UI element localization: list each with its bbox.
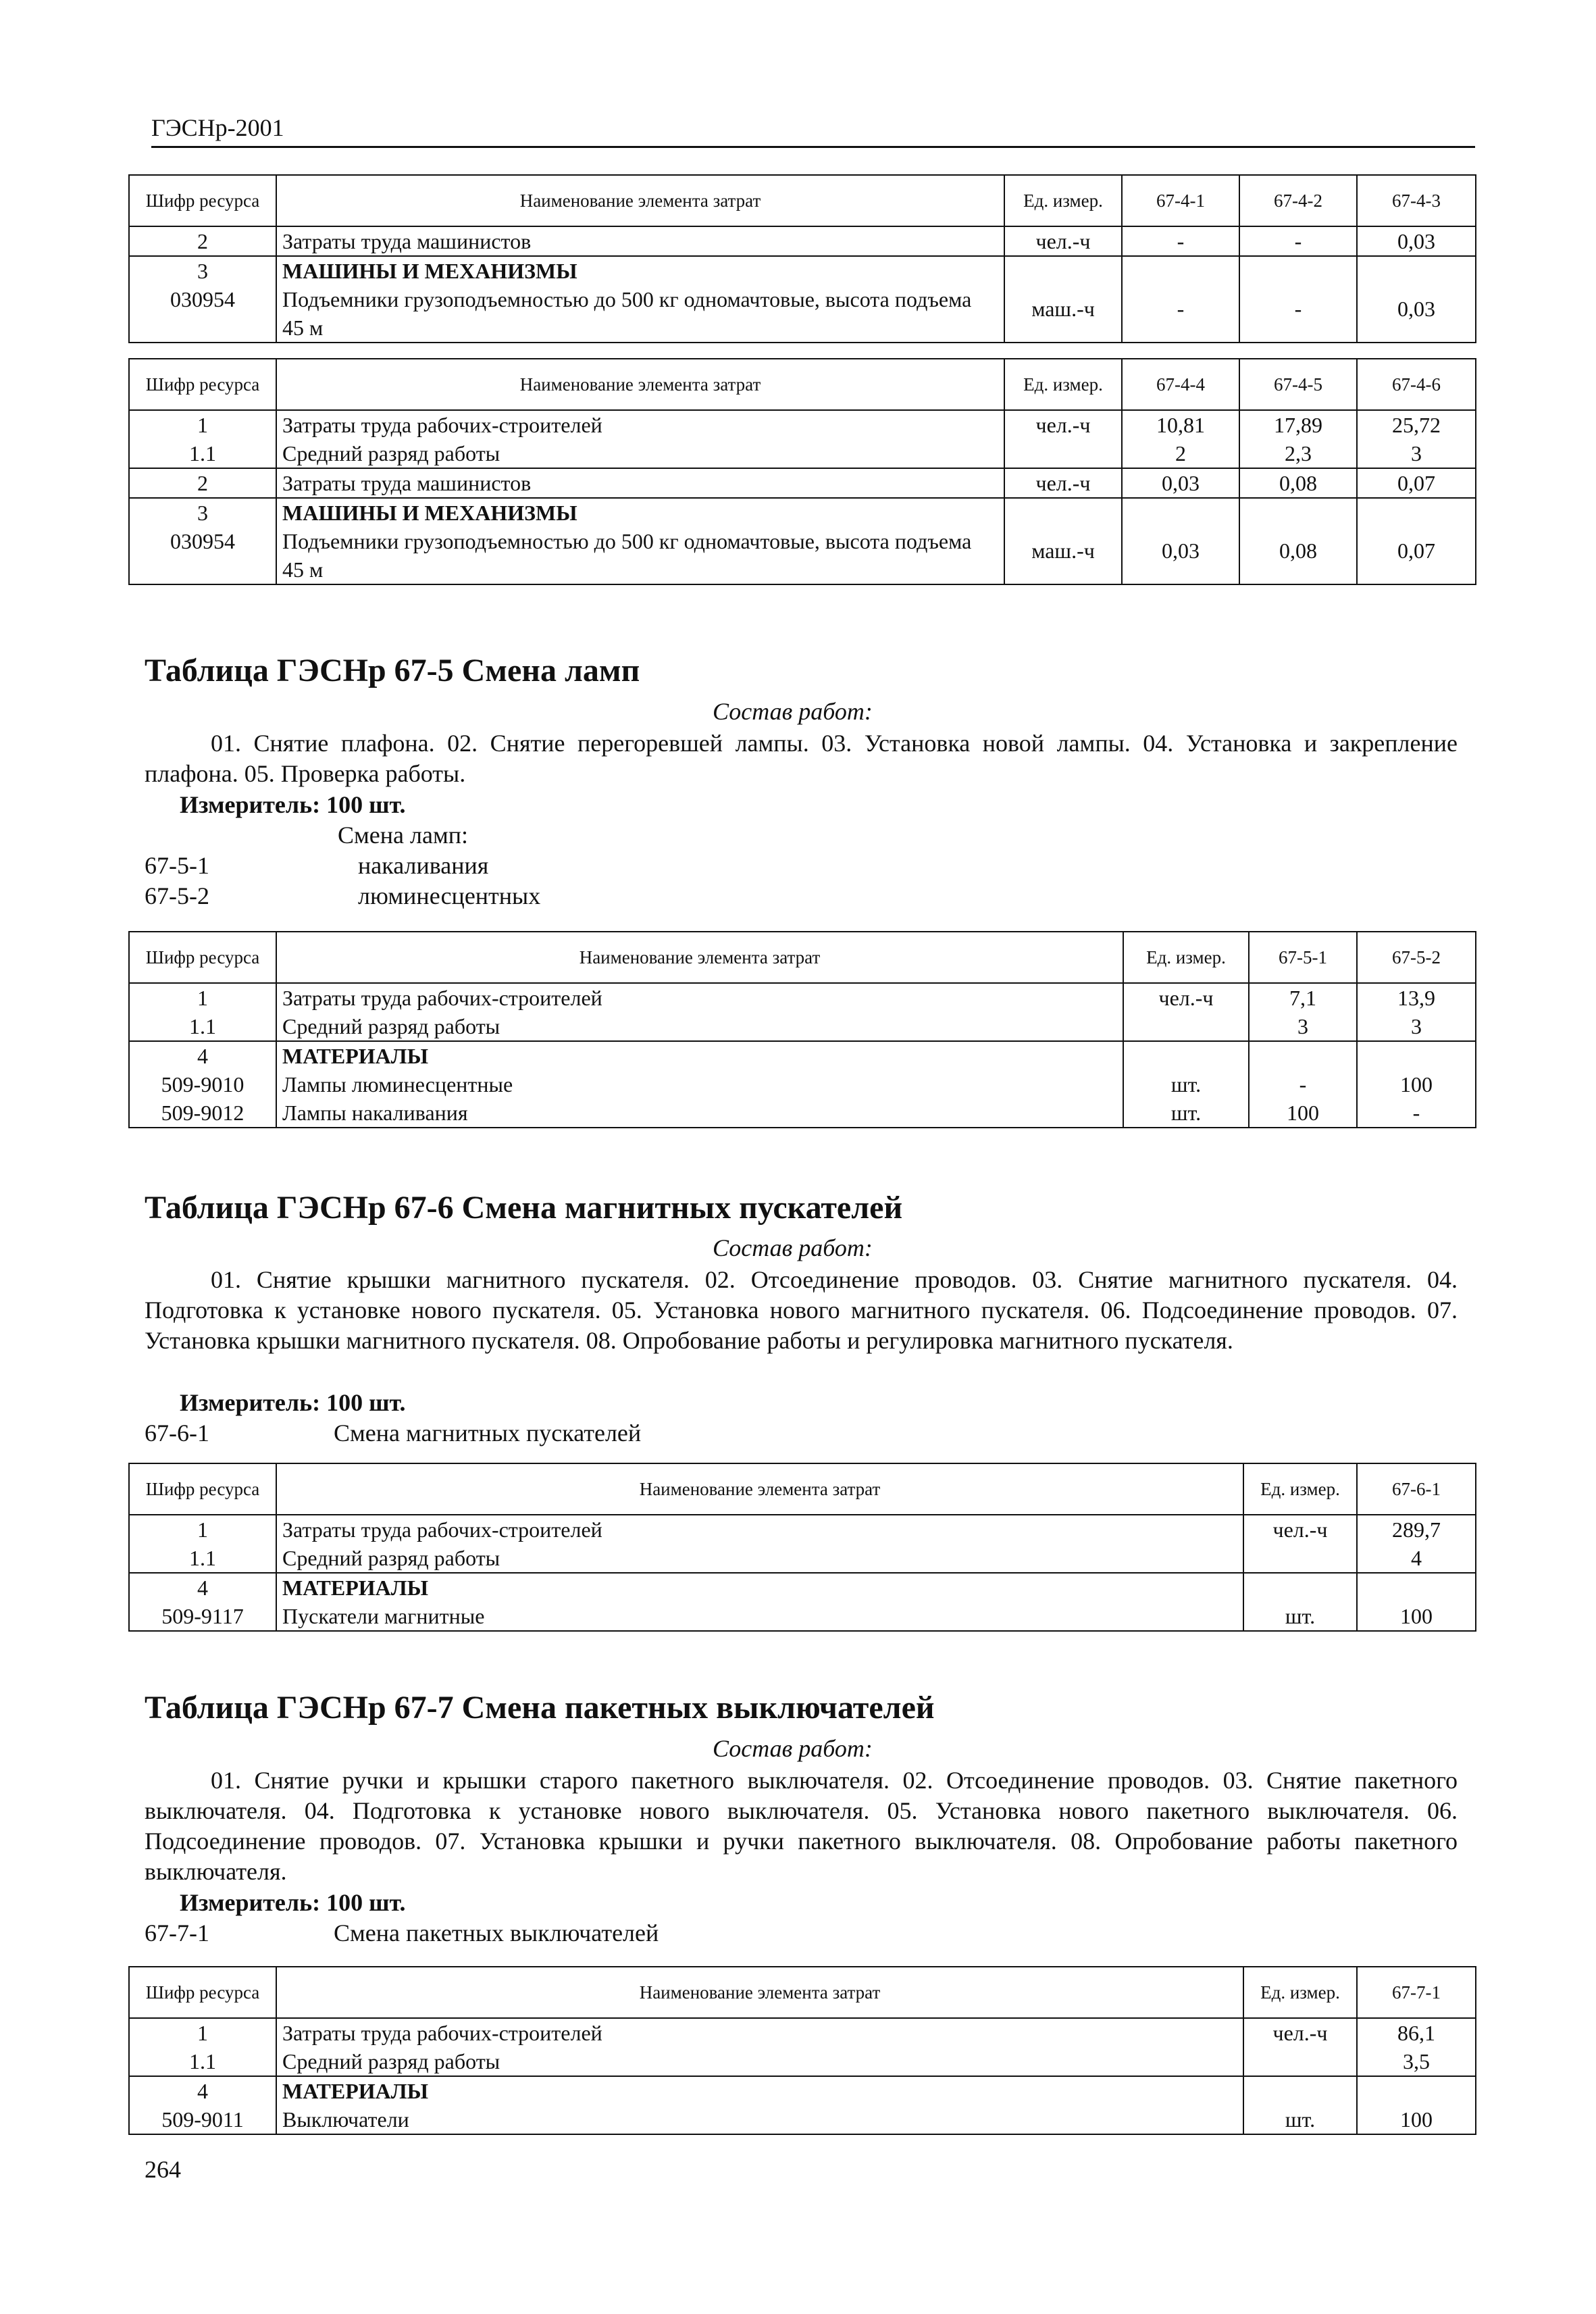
row-value: 3 xyxy=(1411,1014,1422,1038)
col-header-67-4-3: 67-4-3 xyxy=(1357,175,1476,226)
col-header-unit: Ед. измер. xyxy=(1004,359,1122,410)
item-code: 67-7-1 xyxy=(145,1919,209,1946)
category-title: МАШИНЫ И МЕХАНИЗМЫ xyxy=(282,259,577,283)
col-header-code: Шифр ресурса xyxy=(129,1967,276,2018)
row-values xyxy=(1249,983,1357,1041)
table-67-4-part2 xyxy=(128,358,1476,585)
col-header-code: Шифр ресурса xyxy=(129,359,276,410)
row-name-cell xyxy=(276,983,1123,1041)
row-value: 25,72 xyxy=(1392,413,1441,437)
row-name-cell xyxy=(276,2076,1243,2134)
row-code: 509-9012 xyxy=(161,1101,244,1125)
row-code: 030954 xyxy=(170,287,235,311)
col-header-code: Шифр ресурса xyxy=(129,175,276,226)
row-name: Пускатели магнитные xyxy=(282,1604,485,1628)
running-header xyxy=(151,114,1475,148)
row-values xyxy=(1357,2076,1476,2134)
row-values xyxy=(1249,1041,1357,1128)
item-label: люминесцентных xyxy=(358,882,541,909)
category-title: МАШИНЫ И МЕХАНИЗМЫ xyxy=(282,501,577,525)
table-row xyxy=(129,410,1476,468)
row-code: 1 xyxy=(197,413,208,437)
table-row xyxy=(129,1041,1476,1128)
row-value: 100 xyxy=(1287,1101,1319,1125)
row-units xyxy=(1243,1573,1357,1631)
row-name-cell xyxy=(276,1573,1243,1631)
row-name-cell xyxy=(276,256,1004,343)
row-value: - xyxy=(1412,1101,1420,1125)
table-67-7 xyxy=(128,1966,1476,2135)
row-values xyxy=(1357,983,1476,1041)
row-unit: шт. xyxy=(1170,1101,1202,1125)
row-code: 4 xyxy=(197,1576,208,1600)
row-code: 4 xyxy=(197,2079,208,2103)
row-value: 2 xyxy=(1175,441,1186,466)
row-name-cell xyxy=(276,410,1004,468)
row-units xyxy=(1123,1041,1249,1128)
row-code: 1 xyxy=(197,986,208,1010)
row-code: 4 xyxy=(197,1044,208,1068)
group-title: Смена ламп: xyxy=(338,822,469,849)
measure-unit: Измеритель: 100 шт. xyxy=(180,1389,406,1416)
row-name-cell xyxy=(276,498,1004,584)
row-code: 509-9011 xyxy=(161,2107,244,2132)
table-67-5 xyxy=(128,931,1476,1128)
work-composition-text: 01. Снятие ручки и крышки старого пакетного выключателя. 02. Отсоединение проводов. 03. Снятие пакетного выключателя. 04. Подготовка к установке нового выключателя. 05. Установка нового пакетного выключателя. 06. Подсоединение проводов. 07. Установка крышки и ручки пакетного выключателя. 08. Опробование работы пакетного выключателя. xyxy=(145,1767,1458,1885)
col-header-name: Наименование элемента затрат xyxy=(276,932,1123,983)
page-number: 264 xyxy=(145,2156,181,2183)
row-name: Средний разряд работы xyxy=(282,441,500,466)
row-values xyxy=(1239,410,1357,468)
col-header-name: Наименование элемента затрат xyxy=(276,1967,1243,2018)
row-value: 4 xyxy=(1411,1546,1422,1570)
section-title-67-5: Таблица ГЭСНр 67-5 Смена ламп xyxy=(145,653,640,688)
row-values xyxy=(1122,410,1239,468)
table-header-row xyxy=(129,1463,1476,1515)
col-header-name: Наименование элемента затрат xyxy=(276,1463,1243,1515)
row-code: 1 xyxy=(197,1517,208,1542)
section-title-67-7: Таблица ГЭСНр 67-7 Смена пакетных выключателей xyxy=(145,1690,935,1726)
row-name-cell xyxy=(276,2018,1243,2076)
row-value: - xyxy=(1239,226,1357,256)
col-header-67-4-6: 67-4-6 xyxy=(1357,359,1476,410)
table-67-4-part1 xyxy=(128,174,1476,343)
row-name: Затраты труда рабочих-строителей xyxy=(282,413,602,437)
row-value: - xyxy=(1122,226,1239,256)
row-name: Подъемники грузоподъемностью до 500 кг одномачтовые, высота подъема 45 м xyxy=(282,529,972,582)
row-name: Средний разряд работы xyxy=(282,1546,500,1570)
row-value: 0,07 xyxy=(1357,468,1476,498)
row-name: Затраты труда рабочих-строителей xyxy=(282,986,602,1010)
measure-unit: Измеритель: 100 шт. xyxy=(180,1889,406,1916)
row-name: Затраты труда машинистов xyxy=(276,468,1004,498)
table-header-row xyxy=(129,1967,1476,2018)
header-title: ГЭСНр-2001 xyxy=(151,114,284,141)
section-title-67-6: Таблица ГЭСНр 67-6 Смена магнитных пускателей xyxy=(145,1190,903,1226)
row-value: 0,03 xyxy=(1357,256,1476,343)
table-row xyxy=(129,1515,1476,1573)
table-row xyxy=(129,256,1476,343)
col-header-67-6-1: 67-6-1 xyxy=(1357,1463,1476,1515)
row-values xyxy=(1357,1041,1476,1128)
row-code: 030954 xyxy=(170,529,235,553)
row-value: 7,1 xyxy=(1289,986,1316,1010)
work-composition-label: Состав работ: xyxy=(713,1234,873,1261)
row-value: 100 xyxy=(1400,1072,1433,1097)
col-header-67-5-2: 67-5-2 xyxy=(1357,932,1476,983)
row-values xyxy=(1357,2018,1476,2076)
row-name: Подъемники грузоподъемностью до 500 кг одномачтовые, высота подъема 45 м xyxy=(282,287,972,340)
row-code: 3 xyxy=(197,259,208,283)
item-code: 67-5-1 xyxy=(145,852,209,879)
table-row xyxy=(129,498,1476,584)
row-code-cell xyxy=(129,2076,276,2134)
col-header-67-5-1: 67-5-1 xyxy=(1249,932,1357,983)
row-unit: чел.-ч xyxy=(1243,2018,1357,2076)
col-header-unit: Ед. измер. xyxy=(1243,1463,1357,1515)
row-value: - xyxy=(1239,256,1357,343)
row-unit: шт. xyxy=(1285,2107,1316,2132)
row-unit: чел.-ч xyxy=(1004,468,1122,498)
table-header-row xyxy=(129,175,1476,226)
row-code: 1.1 xyxy=(189,2049,216,2073)
col-header-67-4-1: 67-4-1 xyxy=(1122,175,1239,226)
row-units xyxy=(1243,2076,1357,2134)
row-value: 3,5 xyxy=(1403,2049,1430,2073)
table-row xyxy=(129,1573,1476,1631)
row-code: 1.1 xyxy=(189,1014,216,1038)
col-header-67-4-5: 67-4-5 xyxy=(1239,359,1357,410)
row-values xyxy=(1357,1573,1476,1631)
row-value: 0,08 xyxy=(1239,468,1357,498)
item-label: Смена пакетных выключателей xyxy=(334,1919,659,1946)
row-value: 0,07 xyxy=(1357,498,1476,584)
row-code-cell xyxy=(129,1573,276,1631)
row-code: 509-9010 xyxy=(161,1072,244,1097)
row-name: Лампы люминесцентные xyxy=(282,1072,513,1097)
row-code: 509-9117 xyxy=(161,1604,244,1628)
col-header-67-4-2: 67-4-2 xyxy=(1239,175,1357,226)
row-value: 100 xyxy=(1400,1604,1433,1628)
work-composition-text: 01. Снятие плафона. 02. Снятие перегоревшей лампы. 03. Установка новой лампы. 04. Установка и закрепление плафона. 05. Проверка работы. xyxy=(145,730,1458,787)
row-name: Средний разряд работы xyxy=(282,2049,500,2073)
measure-unit: Измеритель: 100 шт. xyxy=(180,791,406,818)
table-67-6 xyxy=(128,1463,1476,1632)
col-header-name: Наименование элемента затрат xyxy=(276,175,1004,226)
row-name: Средний разряд работы xyxy=(282,1014,500,1038)
row-name-cell xyxy=(276,1041,1123,1128)
table-row xyxy=(129,2076,1476,2134)
row-value: 100 xyxy=(1400,2107,1433,2132)
item-code: 67-5-2 xyxy=(145,882,209,909)
row-value: 0,03 xyxy=(1122,498,1239,584)
col-header-67-4-4: 67-4-4 xyxy=(1122,359,1239,410)
row-values xyxy=(1357,1515,1476,1573)
row-name: Затраты труда машинистов xyxy=(276,226,1004,256)
row-code: 1 xyxy=(197,2021,208,2045)
row-name: Затраты труда рабочих-строителей xyxy=(282,2021,602,2045)
row-values xyxy=(1357,410,1476,468)
row-unit: чел.-ч xyxy=(1004,226,1122,256)
row-value: - xyxy=(1299,1072,1307,1097)
row-value: 10,81 xyxy=(1156,413,1205,437)
item-label: Смена магнитных пускателей xyxy=(334,1419,642,1447)
row-code-cell xyxy=(129,1041,276,1128)
row-code: 1.1 xyxy=(189,441,216,466)
col-header-unit: Ед. измер. xyxy=(1243,1967,1357,2018)
work-composition-label: Состав работ: xyxy=(713,1735,873,1762)
row-name: Лампы накаливания xyxy=(282,1101,468,1125)
row-unit: чел.-ч xyxy=(1123,983,1249,1041)
col-header-code: Шифр ресурса xyxy=(129,932,276,983)
table-row xyxy=(129,2018,1476,2076)
row-unit: чел.-ч xyxy=(1243,1515,1357,1573)
table-row xyxy=(129,226,1476,256)
work-composition-text: 01. Снятие крышки магнитного пускателя. 02. Отсоединение проводов. 03. Снятие магнитного пускателя. 04. Подготовка к установке нового пускателя. 05. Установка нового магнитного пускателя. 06. Подсоединение проводов. 07. Установка крышки магнитного пускателя. 08. Опробование работы и регулировка магнитного пускателя. xyxy=(145,1266,1458,1354)
work-composition-label: Состав работ: xyxy=(713,698,873,725)
row-value: - xyxy=(1122,256,1239,343)
row-value: 3 xyxy=(1297,1014,1308,1038)
row-code-cell xyxy=(129,410,276,468)
row-code-cell xyxy=(129,498,276,584)
row-code: 3 xyxy=(197,501,208,525)
row-code: 2 xyxy=(129,468,276,498)
row-code: 1.1 xyxy=(189,1546,216,1570)
category-title: МАТЕРИАЛЫ xyxy=(282,2079,428,2103)
row-code: 2 xyxy=(129,226,276,256)
row-name: Затраты труда рабочих-строителей xyxy=(282,1517,602,1542)
row-unit: маш.-ч xyxy=(1004,498,1122,584)
col-header-67-7-1: 67-7-1 xyxy=(1357,1967,1476,2018)
col-header-name: Наименование элемента затрат xyxy=(276,359,1004,410)
row-code-cell xyxy=(129,1515,276,1573)
row-value: 3 xyxy=(1411,441,1422,466)
row-unit: чел.-ч xyxy=(1004,410,1122,468)
table-row xyxy=(129,983,1476,1041)
category-title: МАТЕРИАЛЫ xyxy=(282,1576,428,1600)
row-value: 13,9 xyxy=(1397,986,1435,1010)
category-title: МАТЕРИАЛЫ xyxy=(282,1044,428,1068)
row-name-cell xyxy=(276,1515,1243,1573)
item-label: накаливания xyxy=(358,852,489,879)
row-unit: шт. xyxy=(1285,1604,1316,1628)
row-name: Выключатели xyxy=(282,2107,409,2132)
col-header-unit: Ед. измер. xyxy=(1123,932,1249,983)
row-value: 0,03 xyxy=(1357,226,1476,256)
row-code-cell xyxy=(129,256,276,343)
row-code-cell xyxy=(129,983,276,1041)
row-value: 289,7 xyxy=(1392,1517,1441,1542)
row-code-cell xyxy=(129,2018,276,2076)
table-header-row xyxy=(129,359,1476,410)
item-code: 67-6-1 xyxy=(145,1419,209,1447)
col-header-code: Шифр ресурса xyxy=(129,1463,276,1515)
row-value: 0,08 xyxy=(1239,498,1357,584)
row-unit: маш.-ч xyxy=(1004,256,1122,343)
row-value: 86,1 xyxy=(1397,2021,1435,2045)
row-unit: шт. xyxy=(1170,1072,1202,1097)
row-value: 2,3 xyxy=(1285,441,1312,466)
table-header-row xyxy=(129,932,1476,983)
row-value: 0,03 xyxy=(1122,468,1239,498)
col-header-unit: Ед. измер. xyxy=(1004,175,1122,226)
row-value: 17,89 xyxy=(1274,413,1322,437)
table-row xyxy=(129,468,1476,498)
